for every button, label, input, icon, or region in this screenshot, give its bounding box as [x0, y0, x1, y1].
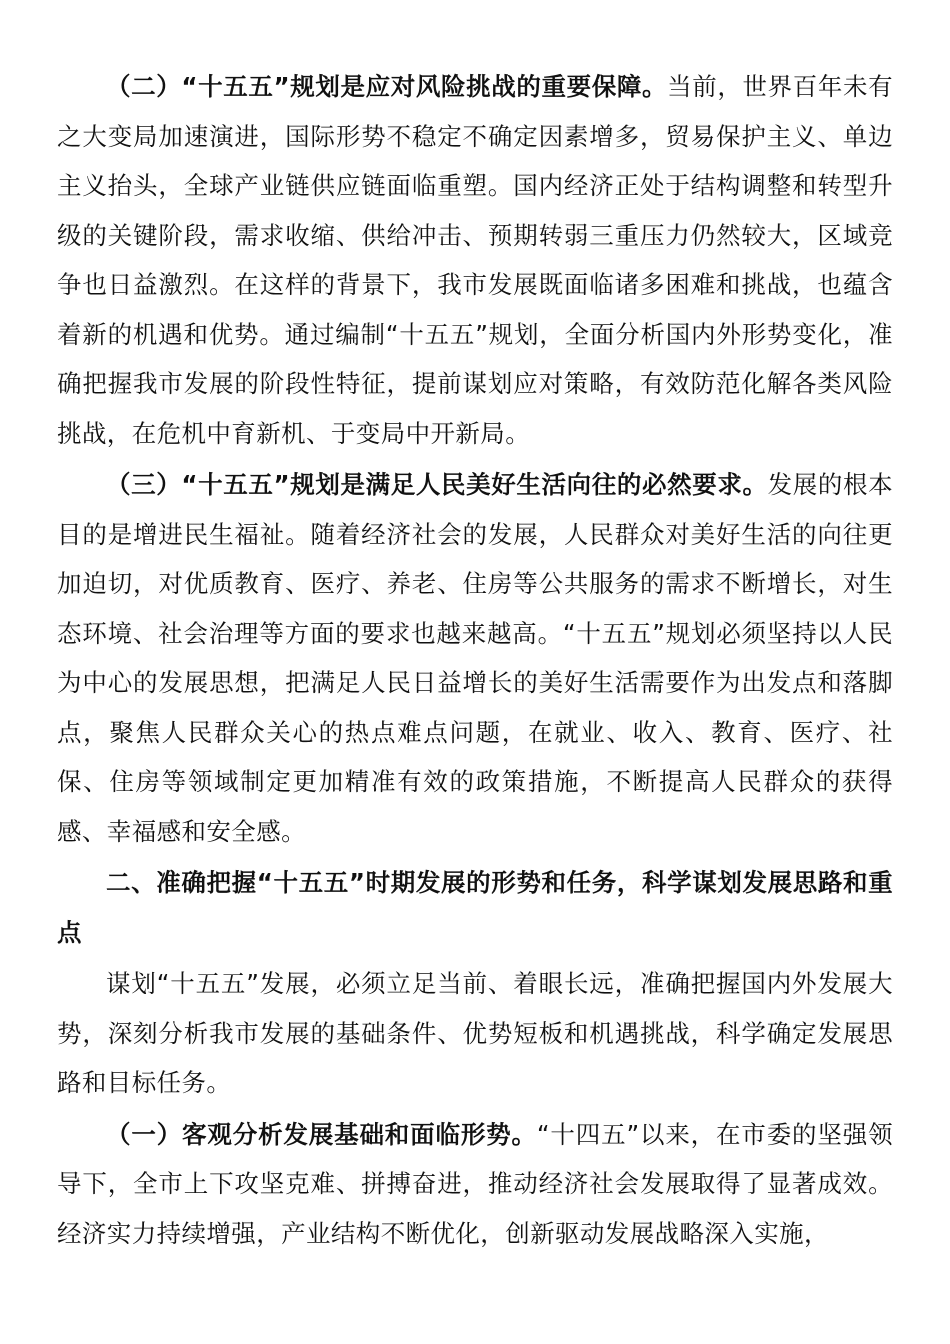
- paragraph-heading: （二）“十五五”规划是应对风险挑战的重要保障。: [106, 72, 668, 101]
- section-heading: [57, 858, 893, 957]
- paragraph-body: 当前，世界百年未有之大变局加速演进，国际形势不稳定不确定因素增多，贸易保护主义、单边主义抬头，全球产业链供应链面临重塑。国内经济正处于结构调整和转型升级的关键阶段，需求收缩、供给冲击、预期转弱三重压力仍然较大，区域竞争也日益激烈。在这样的背景下，我市发展既面临诸多困难和挑战，也蕴含着新的机遇和优势。通过编制“十五五”规划，全面分析国内外形势变化，准确把握我市发展的阶段性特征，提前谋划应对策略，有效防范化解各类风险挑战，在危机中育新机、于变局中开新局。: [57, 72, 893, 448]
- paragraph-body: 谋划“十五五”发展，必须立足当前、着眼长远，准确把握国内外发展大势，深刻分析我市发展的基础条件、优势短板和机遇挑战，科学确定发展思路和目标任务。: [57, 969, 893, 1097]
- section-title: 二、准确把握“十五五”时期发展的形势和任务，科学谋划发展思路和重点: [57, 868, 893, 947]
- paragraph-heading: （三）“十五五”规划是满足人民美好生活向往的必然要求。: [106, 470, 768, 499]
- paragraph-body: 发展的根本目的是增进民生福祉。随着经济社会的发展，人民群众对美好生活的向往更加迫切，对优质教育、医疗、养老、住房等公共服务的需求不断增长，对生态环境、社会治理等方面的要求也越来越高。“十五五”规划必须坚持以人民为中心的发展思想，把满足人民日益增长的美好生活需要作为出发点和落脚点，聚焦人民群众关心的热点难点问题，在就业、收入、教育、医疗、社保、住房等领域制定更加精准有效的政策措施，不断提高人民群众的获得感、幸福感和安全感。: [57, 470, 893, 846]
- paragraph-plan-risk: [57, 62, 893, 458]
- paragraph-body: “十四五”以来，在市委的坚强领导下，全市上下攻坚克难、拼搏奋进，推动经济社会发展取得了显著成效。经济实力持续增强，产业结构不断优化，创新驱动发展战略深入实施，: [57, 1119, 893, 1248]
- document-page: [57, 62, 893, 1260]
- paragraph-development-basis: [57, 1110, 893, 1259]
- paragraph-section-intro: [57, 959, 893, 1108]
- paragraph-plan-livelihood: [57, 460, 893, 856]
- paragraph-heading: （一）客观分析发展基础和面临形势。: [106, 1119, 537, 1149]
